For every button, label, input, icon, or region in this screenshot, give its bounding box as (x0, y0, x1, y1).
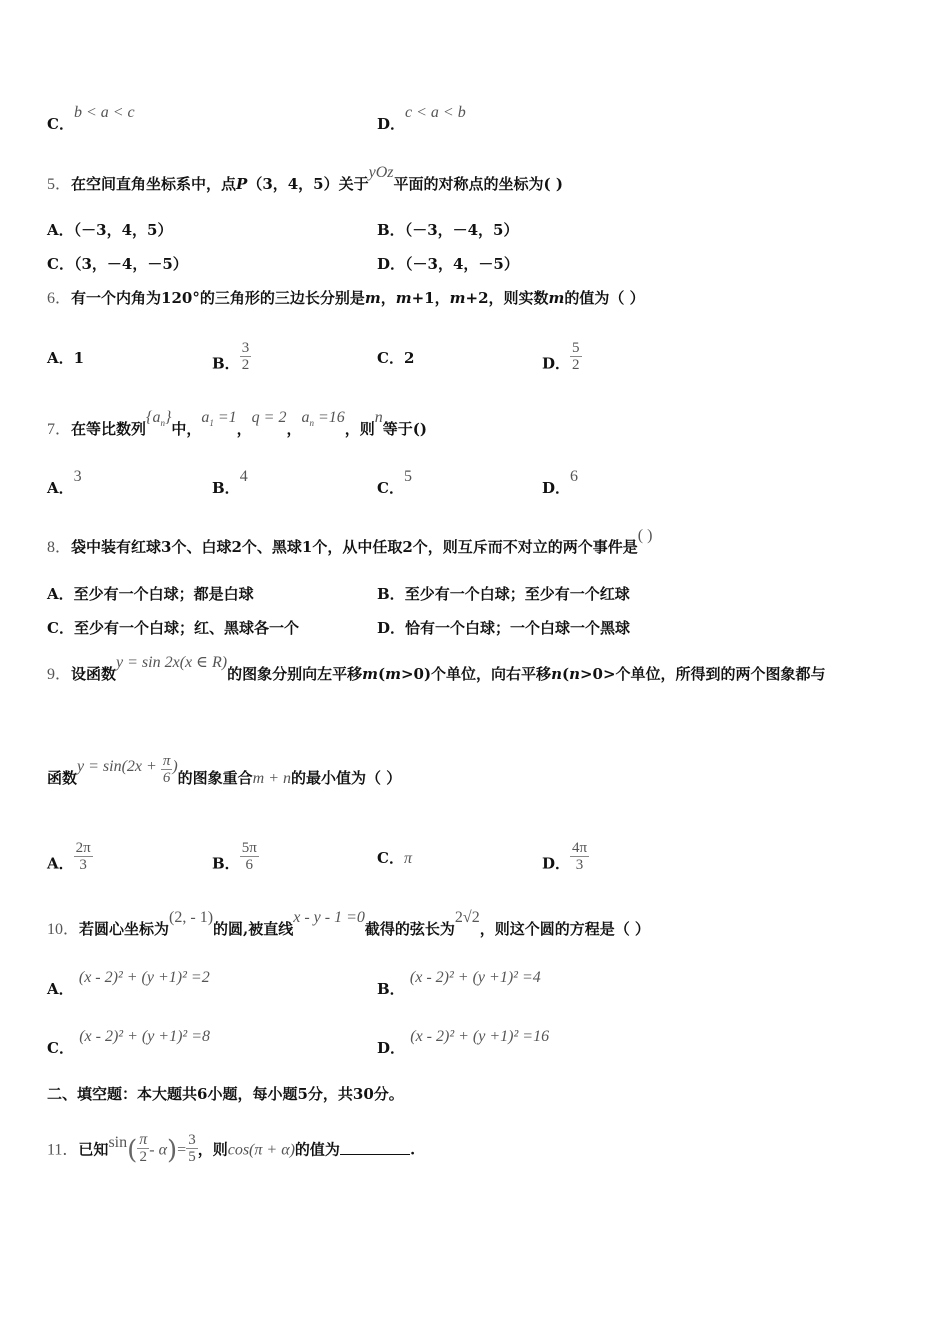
var-m: m (385, 665, 401, 683)
stem-text: >0>个单位，所得到的两个图象都与 (579, 665, 826, 683)
section-heading: 二、填空题：本大题共6小题，每小题5分，共30分。 (47, 1085, 404, 1103)
option-label: D． (377, 255, 406, 273)
question-number: 6． (47, 290, 72, 307)
option-math: (x - 2)² + (y +1)² =2 (78, 969, 210, 986)
center-math: (2, - 1) (169, 909, 214, 926)
option-label: B． (212, 854, 240, 873)
q7-option-d (542, 468, 579, 499)
question-number: 7． (47, 421, 72, 438)
stem-text: 设函数 (71, 665, 117, 683)
option-label: D． (542, 854, 571, 873)
var-m: m (548, 289, 565, 307)
q9-option-b (212, 840, 259, 881)
q9-option-d (542, 840, 589, 881)
option-label: A． (47, 585, 74, 603)
var-m: m (364, 289, 381, 307)
option-label: A． (47, 980, 74, 998)
q5-option-a (47, 220, 172, 240)
option-text: 恰有一个白球；一个白球一个黑球 (405, 619, 631, 637)
denominator: 3 (575, 857, 584, 873)
option-label: A． (47, 854, 74, 873)
stem-text: ( (377, 665, 386, 683)
q10-option-b (377, 969, 541, 1000)
stem-text: 袋中装有红球3个、白球2个、黑球1个，从中任取2个，则互斥而不对立的两个事件是 (71, 538, 638, 556)
cos-math: cos(π + α) (227, 1141, 295, 1159)
sequence-math: $\{a_n\}$ (146, 409, 172, 429)
q5-stem (47, 164, 563, 195)
var-n: n (551, 665, 562, 683)
q7-option-c (377, 468, 412, 499)
chord-math: 2√2 (454, 909, 480, 926)
q-math: q = 2 (251, 409, 287, 426)
q7-stem (47, 409, 427, 445)
stem-text: 的圆,被直线 (213, 920, 294, 938)
q5-option-b (377, 220, 519, 240)
stem-text: +1， (411, 289, 450, 307)
option-label: D． (377, 115, 406, 133)
option-label: C． (377, 349, 404, 367)
option-label: B． (377, 221, 405, 239)
stem-text: 的值为 (294, 1140, 340, 1159)
var-n: n (569, 665, 580, 683)
stem-text: ，则 (344, 420, 375, 438)
q10-option-c (47, 1028, 211, 1059)
denominator: 6 (245, 857, 253, 873)
option-label: B． (377, 585, 405, 603)
stem-text: 的最小值为（ ） (291, 769, 402, 788)
numerator: 4π (572, 840, 588, 856)
function2-math: y = sin(2x + $\frac{\pi}{6}$ ) (77, 753, 178, 786)
stem-text: 在等比数列 (71, 420, 147, 438)
q10-option-a (47, 969, 210, 1000)
stem-text: ， (380, 289, 396, 307)
stem-text: ， (286, 420, 302, 438)
question-number: 11． (47, 1141, 79, 1159)
stem-text: 的图象分别向左平移 (227, 665, 363, 683)
fraction (74, 840, 93, 873)
q9-stem-line1 (47, 654, 826, 685)
stem-text: 平面的对称点的坐标为( ) (393, 175, 563, 193)
coords-text: （3，4，5）关于 (247, 175, 369, 193)
option-text: 至少有一个白球；都是白球 (73, 585, 254, 603)
q9-option-a (47, 840, 93, 881)
option-text: 2 (403, 349, 415, 367)
option-label: D． (542, 479, 571, 497)
option-text: （－3，－4，5） (404, 221, 519, 239)
stem-text: 函数 (47, 769, 78, 788)
q8-option-b (377, 584, 630, 604)
q9-option-c (377, 848, 412, 869)
denominator: 3 (79, 857, 87, 873)
stem-text: 在空间直角坐标系中，点 (71, 175, 237, 193)
q7-option-b (212, 468, 248, 499)
option-label: C． (377, 849, 404, 867)
q6-stem (47, 288, 645, 309)
numerator: 5 (572, 340, 580, 356)
option-math: (x - 2)² + (y +1)² =16 (410, 1028, 550, 1045)
q6-option-a (47, 348, 84, 368)
option-label: D． (377, 1039, 406, 1057)
q4-option-d (377, 104, 466, 135)
fraction (570, 840, 589, 873)
q7-option-a (47, 468, 82, 499)
option-math: c < a < b (405, 104, 466, 121)
option-math: (x - 2)² + (y +1)² =8 (79, 1028, 211, 1045)
option-math: 3 (73, 468, 82, 485)
option-label: A． (47, 221, 74, 239)
question-number: 10． (47, 921, 80, 938)
option-label: A． (47, 349, 74, 367)
stem-text: 若圆心坐标为 (79, 920, 170, 938)
stem-text: ( (561, 665, 570, 683)
option-label: B． (212, 354, 240, 373)
fraction (137, 1132, 149, 1165)
a1-math: $a_1 =1$ (201, 409, 237, 429)
numerator: π (139, 1131, 148, 1148)
q6-option-b (212, 340, 251, 381)
stem-text: ，则这个圆的方程是（ ） (479, 920, 650, 938)
option-text: 1 (73, 349, 85, 367)
q6-option-d (542, 340, 582, 381)
option-label: B． (377, 980, 405, 998)
q5-option-d (377, 254, 519, 274)
mn-math: m + n (252, 770, 292, 788)
option-math: b < a < c (73, 104, 135, 121)
question-number: 5． (47, 176, 72, 193)
option-label: C． (47, 115, 74, 133)
option-label: C． (47, 255, 74, 273)
stem-text: . (409, 1140, 416, 1159)
q5-option-c (47, 254, 188, 274)
option-text: （－3，4，5） (73, 221, 173, 239)
paren-open: ( (127, 1135, 138, 1166)
line-math: x - y - 1 =0 (293, 909, 365, 926)
option-text: （3，－4，－5） (73, 255, 188, 273)
answer-blank[interactable] (340, 1140, 410, 1155)
paren-close: ) (167, 1135, 178, 1166)
var-m: m (362, 665, 378, 683)
option-label: B． (212, 479, 240, 497)
numerator: 2π (75, 840, 91, 856)
option-label: D． (542, 354, 571, 373)
option-label: D． (377, 619, 406, 637)
stem-text: 中， (171, 420, 202, 438)
var-m: m (395, 289, 412, 307)
stem-text: 的图象重合 (177, 769, 253, 788)
option-math: 6 (570, 468, 579, 485)
stem-text: 已知 (78, 1140, 109, 1159)
an-math: $a_n =16$ (301, 409, 345, 429)
plane-math: yOz (368, 164, 394, 181)
option-math: 4 (239, 468, 248, 485)
answer-paren: ( ) (637, 527, 653, 544)
numerator: 3 (241, 340, 250, 356)
fraction (186, 1132, 198, 1165)
denominator: 5 (188, 1149, 196, 1165)
equals: = (177, 1141, 187, 1159)
option-text: 至少有一个白球；至少有一个红球 (404, 585, 630, 603)
q8-option-a (47, 584, 254, 604)
option-text: （－3，4，－5） (405, 255, 519, 273)
denominator: 2 (241, 357, 250, 373)
question-number: 8． (47, 539, 72, 556)
option-label: A． (47, 479, 74, 497)
stem-text: 有一个内角为120°的三角形的三边长分别是 (71, 289, 365, 307)
stem-text: 的值为（ ） (564, 289, 645, 307)
stem-text: ， (236, 420, 252, 438)
numerator: 3 (188, 1132, 196, 1148)
q8-stem (47, 527, 653, 558)
q9-stem-line2 (47, 753, 402, 796)
option-label: C． (377, 479, 404, 497)
option-math: π (403, 850, 412, 867)
fraction (240, 340, 252, 373)
q6-option-c (377, 348, 414, 368)
q10-option-d (377, 1028, 550, 1059)
fraction (570, 340, 582, 373)
denominator: 2 (572, 357, 580, 373)
stem-text: ，则 (197, 1140, 228, 1159)
denominator: 2 (139, 1149, 148, 1165)
option-math: (x - 2)² + (y +1)² =4 (409, 969, 541, 986)
q10-stem (47, 909, 650, 940)
option-text: 至少有一个白球；红、黑球各一个 (73, 619, 299, 637)
stem-text: 截得的弦长为 (364, 920, 455, 938)
option-label: C． (47, 619, 74, 637)
q8-option-c (47, 618, 299, 638)
q8-option-d (377, 618, 630, 638)
q4-option-c (47, 104, 135, 135)
var-m: m (449, 289, 466, 307)
stem-text: +2，则实数 (465, 289, 549, 307)
stem-text: >0)个单位，向右平移 (400, 665, 552, 683)
alpha-math: - α (149, 1141, 168, 1159)
numerator: 5π (241, 840, 257, 856)
stem-text: 等于() (382, 420, 427, 438)
question-number: 9． (47, 666, 72, 683)
sin-math: sin (108, 1133, 128, 1151)
point-label: P (236, 175, 248, 193)
function-math: y = sin 2x(x ∈ R) (116, 654, 228, 671)
option-label: C． (47, 1039, 74, 1057)
n-math: n (374, 409, 383, 426)
q11-stem (47, 1131, 416, 1167)
option-math: 5 (403, 468, 412, 485)
fraction (240, 840, 259, 873)
